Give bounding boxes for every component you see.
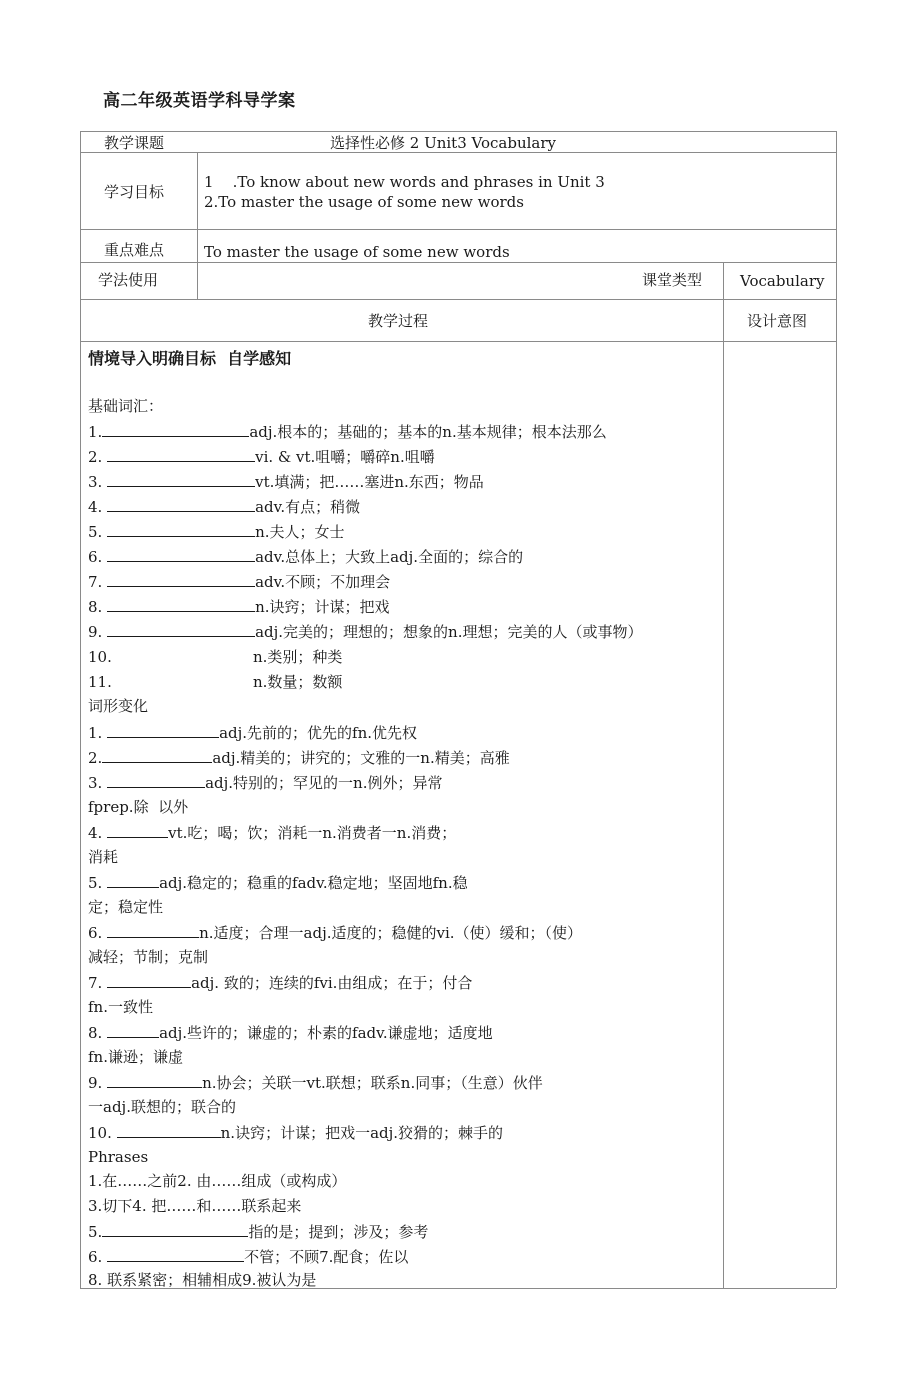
class-type-label: 课堂类型 <box>642 271 703 289</box>
form-heading: 词形变化 <box>88 697 149 715</box>
answer-blank[interactable] <box>107 823 168 838</box>
list-item: 4. adv.有点；稍微 <box>88 498 361 516</box>
answer-blank[interactable] <box>107 447 255 462</box>
answer-blank[interactable] <box>107 723 219 738</box>
answer-blank[interactable] <box>107 973 191 988</box>
list-item: 3. vt.填满；把……塞进n.东西；物品 <box>88 473 484 491</box>
table-rule <box>80 131 81 1288</box>
list-item: 2. adj.精美的；讲究的；文雅的一n.精美；高雅 <box>88 749 510 767</box>
list-item: 6. n.适度；合理一adj.适度的；稳健的vi.（使）缓和；（使） <box>88 924 583 942</box>
list-item: 2. vi. & vt.咀嚼；嚼碎n.咀嚼 <box>88 448 435 466</box>
answer-blank[interactable] <box>107 1073 202 1088</box>
process-label: 教学过程 <box>368 312 429 330</box>
list-item: 10. n.诀窍；计谋；把戏一adj.狡猾的；棘手的 <box>88 1124 504 1142</box>
answer-blank[interactable] <box>107 622 255 637</box>
answer-blank[interactable] <box>107 773 205 788</box>
goal-label: 学习目标 <box>104 183 165 201</box>
list-item: 4. vt.吃；喝；饮；消耗一n.消费者一n.消费； <box>88 824 457 842</box>
list-item: 6. adv.总体上；大致上adj.全面的；综合的 <box>88 548 524 566</box>
list-item-number: 10. <box>88 648 112 666</box>
list-item-definition: n.类别；种类 <box>253 648 343 666</box>
answer-blank[interactable] <box>107 597 255 612</box>
list-item: 9. n.协会；关联一vt.联想；联系n.同事；（生意）伙伴 <box>88 1074 543 1092</box>
list-item: 8. n.诀窍；计谋；把戏 <box>88 598 390 616</box>
list-item-definition: n.数量；数额 <box>253 673 343 691</box>
list-item: 8. adj.些许的；谦虚的；朴素的fadv.谦虚地；适度地 <box>88 1024 493 1042</box>
list-item-number: 11. <box>88 673 112 691</box>
list-item-continued: fn.一致性 <box>88 998 153 1016</box>
table-rule <box>197 152 198 299</box>
table-rule <box>80 229 836 230</box>
class-type-value: Vocabulary <box>740 272 825 290</box>
list-item: 8. 联系紧密；相辅相成9.被认为是 <box>88 1271 317 1287</box>
answer-blank[interactable] <box>107 522 255 537</box>
list-item: 7. adv.不顾；不加理会 <box>88 573 391 591</box>
table-rule <box>723 262 724 1288</box>
answer-blank[interactable] <box>107 923 199 938</box>
section-title: 情境导入明确目标 自学感知 <box>88 349 292 368</box>
list-item: 5. 指的是；提到；涉及；参考 <box>88 1223 429 1241</box>
list-item: 5. adj.稳定的；稳重的fadv.稳定地；坚固地fn.稳 <box>88 874 468 892</box>
list-item-continued: 定；稳定性 <box>88 898 164 916</box>
table-rule <box>80 152 836 153</box>
list-item: 6. 不管；不顾7.配食；佐以 <box>88 1248 409 1266</box>
goal-line-2: 2.To master the usage of some new words <box>204 193 524 211</box>
list-item: 3.切下4. 把……和……联系起来 <box>88 1197 302 1215</box>
answer-blank[interactable] <box>107 497 255 512</box>
course-value: 选择性必修 2 Unit3 Vocabulary <box>330 134 556 152</box>
list-item-continued: fprep.除 以外 <box>88 798 189 816</box>
answer-blank[interactable] <box>102 422 249 437</box>
method-label: 学法使用 <box>98 271 159 289</box>
list-item-continued: 减轻；节制；克制 <box>88 948 209 966</box>
answer-blank[interactable] <box>107 873 159 888</box>
list-item: 1. adj.根本的；基础的；基本的n.基本规律；根本法那么 <box>88 423 607 441</box>
key-value: To master the usage of some new words <box>204 243 510 261</box>
answer-blank[interactable] <box>107 1247 244 1262</box>
list-item-continued: 一adj.联想的；联合的 <box>88 1098 236 1116</box>
answer-blank[interactable] <box>117 1123 221 1138</box>
list-item: 9. adj.完美的；理想的；想象的n.理想；完美的人（或事物） <box>88 623 643 641</box>
basic-heading: 基础词汇： <box>88 397 164 415</box>
answer-blank[interactable] <box>107 472 255 487</box>
table-rule <box>80 1288 836 1289</box>
goal-line-1: 1 .To know about new words and phrases in Unit 3 <box>204 173 605 191</box>
phrases-heading: Phrases <box>88 1148 149 1166</box>
list-item: 5. n.夫人；女士 <box>88 523 345 541</box>
table-rule <box>80 131 836 132</box>
list-item: 7. adj. 致的；连续的fvi.由组成；在于；付合 <box>88 974 473 992</box>
answer-blank[interactable] <box>107 572 255 587</box>
answer-blank[interactable] <box>102 1222 248 1237</box>
design-label: 设计意图 <box>747 312 808 330</box>
table-rule <box>836 131 837 1288</box>
list-item: 1.在……之前2. 由……组成（或构成） <box>88 1172 347 1190</box>
answer-blank[interactable] <box>102 748 212 763</box>
document-title: 高二年级英语学科导学案 <box>103 91 296 111</box>
course-label: 教学课题 <box>104 134 165 152</box>
answer-blank[interactable] <box>107 547 255 562</box>
list-item: 3. adj.特别的；罕见的一n.例外；异常 <box>88 774 443 792</box>
answer-blank[interactable] <box>107 1023 159 1038</box>
key-label: 重点难点 <box>104 241 165 259</box>
list-item: 1. adj.先前的；优先的fn.优先权 <box>88 724 418 742</box>
list-item-continued: fn.谦逊；谦虚 <box>88 1048 183 1066</box>
list-item-continued: 消耗 <box>88 848 119 866</box>
